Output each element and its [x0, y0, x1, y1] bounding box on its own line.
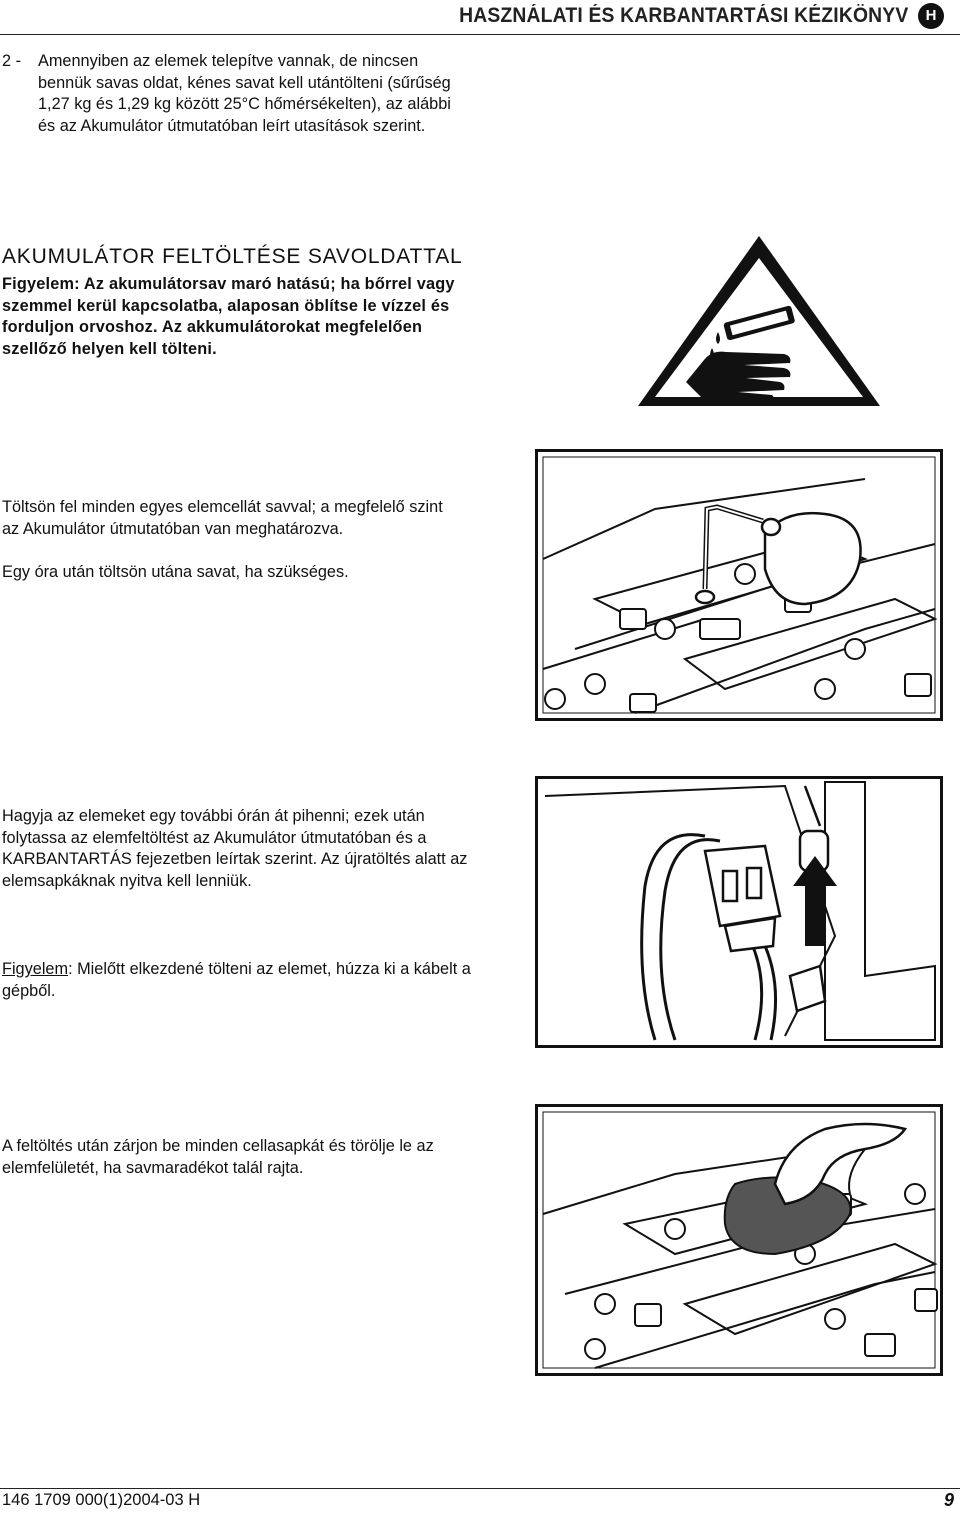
- rest-text: Hagyja az elemeket egy további órán át pihenni; ezek után folytassa az elemfeltöltést az Akumulátor útmutatóban és a KARBANTARTÁS fejezetben leírtak szerint. Az újratöltés alatt az elemsapkáknak nyitva kell lenniük.: [2, 807, 468, 890]
- header-divider: [0, 34, 960, 35]
- battery-wipe-illustration: [535, 1104, 943, 1376]
- step-number: 2 -: [2, 52, 22, 70]
- after-charge-text: A feltöltés után zárjon be minden cellasapkát és törölje le az elemfelületét, ha savmaradékot talál rajta.: [2, 1137, 434, 1177]
- acid-warning-text: Figyelem: Az akumulátorsav maró hatású; ha bőrrel vagy szemmel kerül kapcsolatba, alaposan öblítse le vízzel és forduljon orvoshoz. Az akkumulátorokat megfelelően szellőző helyen kell tölteni.: [2, 275, 455, 358]
- caution-text: [2, 959, 472, 1002]
- acid-bottle-filling-illustration: [535, 449, 943, 721]
- caution-label: Figyelem: [2, 960, 69, 978]
- document-code: 146 1709 000(1)2004-03 H: [2, 1491, 201, 1509]
- fill-cells-text: Töltsön fel minden egyes elemcellát savval; a megfelelő szint az Akumulátor útmutatóban van meghatározva.: [2, 498, 443, 538]
- step-2-text: Amennyiben az elemek telepítve vannak, de nincsen bennük savas oldat, kénes savat kell utántölteni (sűrűség 1,27 kg és 1,29 kg között 25°C hőmérsékelten), az alábbi és az Akumulátor útmutatóban leírt utasítások szerint.: [38, 52, 451, 135]
- cable-unplug-illustration: [535, 776, 943, 1048]
- footer-divider: [0, 1488, 960, 1489]
- refill-text: Egy óra után töltsön utána savat, ha szükséges.: [2, 563, 349, 581]
- caution-body: : Mielőtt elkezdené tölteni az elemet, húzza ki a kábelt a gépből.: [2, 960, 471, 1000]
- manual-title: HASZNÁLATI ÉS KARBANTARTÁSI KÉZIKÖNYV: [458, 4, 908, 27]
- corrosive-warning-icon: [634, 232, 884, 410]
- section-heading: AKUMULÁTOR FELTÖLTÉSE SAVOLDATTAL: [2, 245, 463, 268]
- page-number: 9: [943, 1490, 954, 1510]
- language-badge: H: [918, 3, 944, 29]
